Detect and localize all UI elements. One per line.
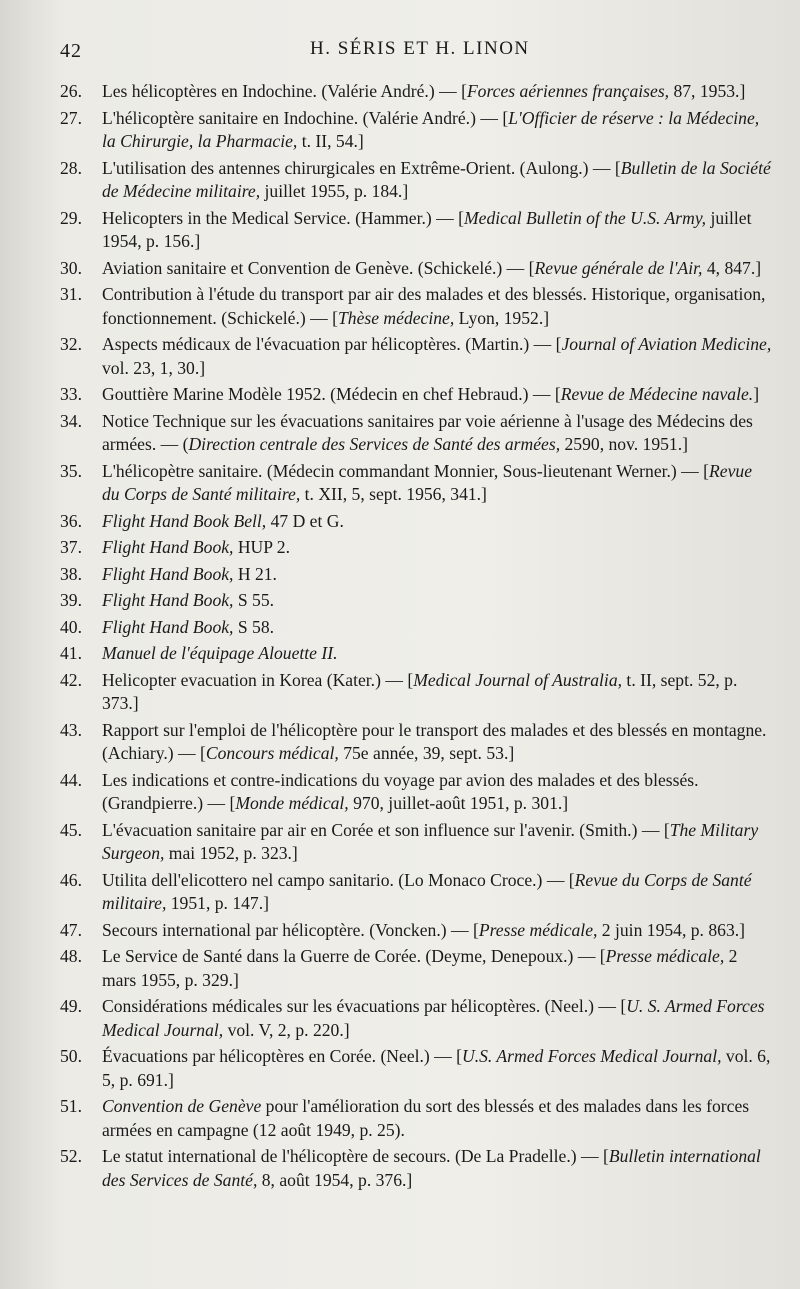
reference-number: 44.	[60, 769, 82, 790]
reference-text	[102, 334, 771, 378]
reference-number: 36.	[60, 510, 82, 531]
reference-text-segment: 8, août 1954, p. 376.]	[257, 1169, 413, 1190]
reference-item	[60, 563, 772, 587]
reference-number: 48.	[60, 946, 82, 966]
reference-item	[60, 536, 772, 560]
reference-item	[60, 383, 772, 407]
reference-source-italic: Concours médical,	[205, 743, 339, 763]
reference-number: 33.	[60, 384, 82, 404]
reference-number: 28.	[60, 157, 82, 178]
reference-number: 51.	[60, 1096, 82, 1116]
reference-text-segment: HUP 2.	[233, 537, 290, 557]
reference-source-italic: Revue du Corps de Santé militaire,	[102, 460, 753, 504]
reference-text-segment: Contribution à l'étude du transport par air des malades et des blessés. Historique, organisation, fonctionnement. (Schickelé.) — [	[102, 284, 766, 328]
reference-text	[102, 946, 737, 990]
reference-text	[102, 384, 759, 404]
reference-number: 52.	[60, 1146, 82, 1166]
reference-text	[102, 537, 290, 557]
reference-text	[102, 411, 753, 455]
reference-number: 41.	[60, 643, 82, 663]
reference-item	[60, 616, 772, 640]
reference-text-segment: L'hélicoptère sanitaire en Indochine. (Valérie André.) — [	[102, 107, 509, 128]
reference-text	[102, 258, 761, 278]
reference-text-segment: Les hélicoptères en Indochine. (Valérie André.) — [	[102, 81, 467, 101]
reference-text-segment: Considérations médicales sur les évacuations par hélicoptères. (Neel.) — [	[102, 996, 627, 1016]
reference-item	[60, 1045, 772, 1092]
reference-text-segment: S 55.	[233, 590, 275, 610]
reference-item	[60, 80, 772, 104]
page-number: 42	[60, 40, 82, 62]
reference-text-segment: 2 juin 1954, p. 863.]	[597, 919, 745, 940]
page-header	[0, 30, 800, 64]
reference-number: 31.	[60, 284, 82, 304]
reference-text	[102, 461, 752, 505]
reference-text-segment: vol. 23, 1, 30.]	[102, 357, 206, 378]
reference-number: 32.	[60, 334, 82, 354]
reference-number: 47.	[60, 919, 82, 940]
reference-source-italic: Thèse médecine,	[337, 307, 455, 328]
reference-source-italic: The Military Surgeon,	[102, 819, 759, 863]
reference-text-segment: H 21.	[233, 563, 277, 584]
reference-number: 49.	[60, 996, 82, 1016]
reference-text-segment: 970, juillet-août 1951, p. 301.]	[348, 793, 569, 813]
reference-item	[60, 819, 772, 866]
reference-text-segment: L'utilisation des antennes chirurgicales en Extrême-Orient. (Aulong.) — [	[102, 157, 621, 178]
reference-text-segment: 2 mars 1955, p. 329.]	[102, 946, 738, 990]
reference-text-segment: 2590, nov. 1951.]	[560, 434, 688, 454]
reference-text-segment: 4, 847.]	[702, 257, 762, 278]
reference-source-italic: Journal of Aviation Medicine,	[561, 334, 772, 354]
reference-text-segment: 47 D et G.	[266, 510, 344, 531]
running-head: H. SÉRIS ET H. LINON	[310, 38, 530, 59]
reference-item	[60, 769, 772, 816]
reference-text-segment: mai 1952, p. 323.]	[164, 843, 298, 863]
reference-source-italic: Manuel de l'équipage Alouette II.	[102, 643, 338, 663]
reference-text	[102, 770, 699, 814]
reference-text-segment: vol. V, 2, p. 220.]	[223, 1019, 350, 1040]
reference-item	[60, 669, 772, 716]
reference-source-italic: Convention de Genève	[102, 1096, 262, 1116]
reference-item	[60, 1145, 772, 1192]
reference-text	[102, 564, 277, 584]
reference-text	[102, 720, 766, 764]
reference-text-segment: Helicopter evacuation in Korea (Kater.) — [	[102, 669, 414, 690]
reference-text-segment: t. XII, 5, sept. 1956, 341.]	[300, 484, 487, 504]
reference-item	[60, 410, 772, 457]
reference-source-italic: Flight Hand Book,	[102, 563, 234, 584]
reference-text-segment: vol. 6, 5, p. 691.]	[102, 1046, 771, 1090]
reference-text	[102, 590, 274, 610]
reference-source-italic: Presse médicale,	[478, 919, 598, 940]
reference-number: 26.	[60, 81, 82, 101]
reference-item	[60, 589, 772, 613]
reference-text	[102, 870, 752, 914]
reference-number: 40.	[60, 616, 82, 637]
reference-text-segment: 87, 1953.]	[669, 81, 746, 101]
reference-source-italic: Direction centrale des Services de Santé des armées,	[188, 434, 561, 454]
reference-text-segment: S 58.	[233, 616, 275, 637]
reference-number: 50.	[60, 1046, 82, 1066]
reference-text	[102, 81, 745, 101]
reference-source-italic: Flight Hand Book,	[102, 616, 234, 637]
reference-text	[102, 920, 745, 940]
reference-item	[60, 1095, 772, 1142]
reference-list	[60, 80, 772, 1195]
reference-item	[60, 460, 772, 507]
reference-item	[60, 869, 772, 916]
reference-text-segment: juillet 1955, p. 184.]	[260, 181, 409, 201]
reference-text	[102, 1096, 749, 1140]
reference-number: 43.	[60, 719, 82, 740]
reference-item	[60, 719, 772, 766]
reference-number: 45.	[60, 819, 82, 840]
reference-number: 42.	[60, 669, 82, 690]
reference-text-segment: Secours international par hélicoptère. (Voncken.) — [	[102, 919, 479, 940]
reference-number: 29.	[60, 207, 82, 228]
reference-source-italic: Medical Journal of Australia,	[413, 669, 623, 690]
reference-text-segment: L'hélicopètre sanitaire. (Médecin commandant Monnier, Sous-lieutenant Werner.) — [	[102, 460, 710, 481]
reference-source-italic: L'Officier de réserve : la Médecine, la Chirurgie, la Pharmacie,	[102, 107, 760, 151]
reference-text-segment: pour l'amélioration du sort des blessés et des malades dans les forces armées en campagne (12 août 1949, p. 25).	[102, 1096, 750, 1140]
reference-text-segment: Le statut international de l'hélicoptère de secours. (De La Pradelle.) — [	[102, 1146, 609, 1166]
reference-text	[102, 1146, 761, 1190]
reference-text-segment: Rapport sur l'emploi de l'hélicoptère pour le transport des malades et des blessés en montagne. (Achiary.) — [	[102, 719, 767, 763]
reference-text-segment: ]	[753, 384, 760, 404]
reference-source-italic: Flight Hand Book,	[102, 537, 234, 557]
reference-text-segment: Utilita dell'elicottero nel campo sanitario. (Lo Monaco Croce.) — [	[102, 869, 575, 890]
reference-source-italic: Revue de Médecine navale.	[560, 384, 754, 404]
reference-text-segment: juillet 1954, p. 156.]	[102, 207, 752, 251]
reference-number: 46.	[60, 869, 82, 890]
reference-text-segment: Notice Technique sur les évacuations sanitaires par voie aérienne à l'usage des Médecins des armées. — (	[102, 410, 753, 454]
reference-item	[60, 510, 772, 534]
reference-text-segment: Helicopters in the Medical Service. (Hammer.) — [	[102, 207, 465, 228]
reference-text-segment: Aspects médicaux de l'évacuation par hélicoptères. (Martin.) — [	[102, 334, 562, 354]
reference-source-italic: Forces aériennes françaises,	[466, 81, 670, 101]
reference-item	[60, 257, 772, 281]
reference-text-segment: Lyon, 1952.]	[454, 307, 550, 328]
reference-text	[102, 511, 344, 531]
reference-item	[60, 207, 772, 254]
reference-text	[102, 158, 771, 202]
reference-source-italic: Bulletin de la Société de Médecine militaire,	[102, 157, 771, 201]
reference-number: 35.	[60, 460, 82, 481]
reference-item	[60, 995, 772, 1042]
reference-item	[60, 945, 772, 992]
reference-source-italic: Medical Bulletin of the U.S. Army,	[464, 207, 707, 228]
reference-text	[102, 108, 759, 152]
reference-text-segment: L'évacuation sanitaire par air en Corée et son influence sur l'avenir. (Smith.) — [	[102, 819, 670, 840]
reference-number: 39.	[60, 590, 82, 610]
reference-number: 37.	[60, 537, 82, 557]
reference-source-italic: Revue générale de l'Air,	[534, 257, 703, 278]
reference-text	[102, 284, 765, 328]
reference-text	[102, 208, 752, 252]
reference-number: 38.	[60, 563, 82, 584]
reference-text-segment: Évacuations par hélicoptères en Corée. (Neel.) — [	[102, 1046, 463, 1066]
reference-text	[102, 996, 765, 1040]
reference-source-italic: Flight Hand Book,	[102, 590, 234, 610]
reference-text-segment: t. II, sept. 52, p. 373.]	[102, 669, 738, 713]
reference-number: 27.	[60, 107, 82, 128]
reference-source-italic: Presse médicale,	[605, 946, 725, 966]
reference-text-segment: 1951, p. 147.]	[166, 893, 269, 913]
reference-source-italic: Bulletin international des Services de Santé,	[102, 1146, 761, 1190]
reference-item	[60, 157, 772, 204]
reference-text	[102, 820, 758, 864]
reference-source-italic: U. S. Armed Forces Medical Journal,	[102, 996, 765, 1040]
reference-text-segment: Aviation sanitaire et Convention de Genève. (Schickelé.) — [	[102, 257, 535, 278]
reference-item	[60, 919, 772, 943]
reference-source-italic: U.S. Armed Forces Medical Journal,	[462, 1046, 722, 1066]
reference-source-italic: Revue du Corps de Santé militaire,	[102, 869, 752, 913]
reference-source-italic: Flight Hand Book Bell,	[102, 510, 267, 531]
reference-number: 34.	[60, 410, 82, 431]
reference-text-segment: t. II, 54.]	[297, 131, 364, 151]
reference-item	[60, 107, 772, 154]
reference-number: 30.	[60, 257, 82, 278]
reference-source-italic: Monde médical,	[235, 793, 349, 813]
reference-text	[102, 1046, 770, 1090]
reference-text-segment: Le Service de Santé dans la Guerre de Corée. (Deyme, Denepoux.) — [	[102, 946, 606, 966]
reference-text	[102, 617, 274, 637]
reference-text	[102, 643, 338, 663]
reference-text-segment: Les indications et contre-indications du voyage par avion des malades et des blessés. (Grandpierre.) — [	[102, 769, 699, 813]
reference-item	[60, 283, 772, 330]
reference-item	[60, 642, 772, 666]
reference-text-segment: Gouttière Marine Modèle 1952. (Médecin en chef Hebraud.) — [	[102, 384, 561, 404]
reference-item	[60, 333, 772, 380]
reference-text-segment: 75e année, 39, sept. 53.]	[338, 743, 515, 763]
reference-text	[102, 670, 737, 714]
